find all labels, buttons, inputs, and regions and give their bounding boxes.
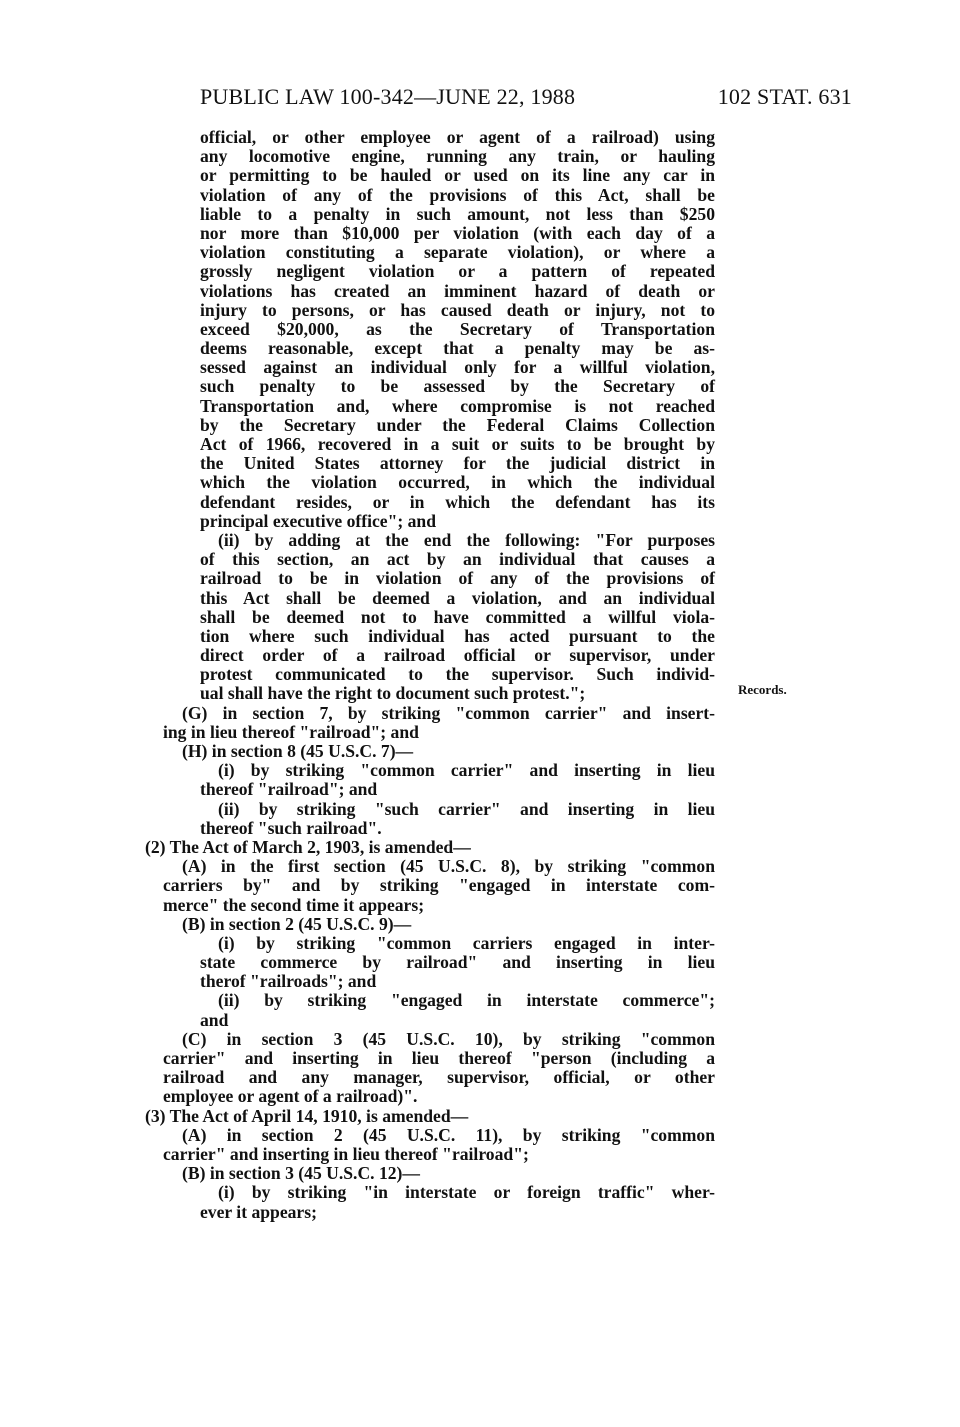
statute-body	[145, 128, 715, 1222]
text-line: (3) The Act of April 14, 1910, is amended—	[145, 1105, 469, 1126]
text-line: grossly negligent violation or a pattern of repeated	[200, 261, 715, 282]
text-line: the United States attorney for the judicial district in	[200, 453, 715, 474]
text-line: official, or other employee or agent of a railroad) using	[200, 127, 715, 147]
text-line: (A) in the first section (45 U.S.C. 8), by striking "common	[182, 856, 715, 877]
text-line: (ii) by striking "such carrier" and inserting in lieu	[218, 798, 715, 819]
text-line: state commerce by railroad" and inserting in lieu	[200, 952, 715, 973]
text-line: (i) by striking "common carrier" and inserting in lieu	[218, 760, 715, 781]
text-line: violations has created an imminent hazard of death or	[200, 280, 715, 301]
text-line: shall be deemed not to have committed a willful viola-	[200, 606, 715, 627]
text-line: ing in lieu thereof "railroad"; and	[163, 721, 419, 742]
text-line: carrier" and inserting in lieu thereof "person (including a	[163, 1048, 715, 1068]
text-line: Act of 1966, recovered in a suit or suits to be brought by	[200, 434, 715, 454]
text-line: which the violation occurred, in which the individual	[200, 472, 715, 493]
text-line: thereof "such railroad".	[200, 817, 382, 838]
text-line: violation of any of the provisions of this Act, shall be	[200, 184, 715, 205]
text-line: employee or agent of a railroad)".	[163, 1086, 418, 1107]
text-line: (H) in section 8 (45 U.S.C. 7)—	[182, 741, 414, 761]
text-line: such penalty to be assessed by the Secretary of	[200, 376, 715, 397]
text-line: (i) by striking "in interstate or foreign traffic" wher-	[218, 1182, 715, 1203]
text-line: sessed against an individual only for a willful violation,	[200, 357, 715, 378]
text-line: (B) in section 2 (45 U.S.C. 9)—	[182, 913, 412, 934]
text-line: (G) in section 7, by striking "common carrier" and insert-	[182, 702, 715, 723]
text-line: (i) by striking "common carriers engaged in inter-	[218, 932, 715, 953]
header-stat-page: 102 STAT. 631	[717, 84, 852, 109]
text-line: deems reasonable, except that a penalty may be as-	[200, 338, 715, 359]
text-line: (C) in section 3 (45 U.S.C. 10), by striking "common	[182, 1028, 715, 1049]
text-line: railroad and any manager, supervisor, official, or other	[163, 1067, 715, 1088]
text-line: of this section, an act by an individual that causes a	[200, 549, 715, 570]
header-citation: PUBLIC LAW 100-342—JUNE 22, 1988	[200, 84, 576, 109]
text-line: (ii) by adding at the end the following: "For purposes	[218, 529, 715, 550]
text-line: any locomotive engine, running any train, or hauling	[200, 146, 715, 167]
text-line: ual shall have the right to document such protest.";	[200, 683, 586, 704]
text-line: therof "railroads"; and	[200, 971, 377, 992]
text-line: by the Secretary under the Federal Claims Collection	[200, 414, 715, 435]
text-line: (B) in section 3 (45 U.S.C. 12)—	[182, 1163, 420, 1184]
text-line: carrier" and inserting in lieu thereof "railroad";	[163, 1143, 529, 1164]
text-line: or permitting to be hauled or used on its line any car in	[200, 165, 715, 186]
text-line: injury to persons, or has caused death or injury, not to	[200, 299, 715, 320]
text-line: ever it appears;	[200, 1201, 317, 1222]
text-line: carriers by" and by striking "engaged in interstate com-	[163, 875, 715, 896]
text-line: liable to a penalty in such amount, not less than $250	[200, 203, 715, 224]
text-line: tion where such individual has acted pursuant to the	[200, 625, 715, 646]
text-line: nor more than $10,000 per violation (with each day of a	[200, 222, 715, 243]
text-line: railroad to be in violation of any of the provisions of	[200, 568, 715, 589]
text-line: direct order of a railroad official or supervisor, under	[200, 645, 715, 666]
text-line: principal executive office"; and	[200, 510, 437, 531]
page-header	[200, 84, 852, 114]
margin-note: Records.	[738, 682, 787, 697]
text-line: protest communicated to the supervisor. Such individ-	[200, 664, 715, 685]
text-line: merce" the second time it appears;	[163, 894, 425, 915]
text-line: (A) in section 2 (45 U.S.C. 11), by striking "common	[182, 1124, 715, 1145]
text-line: and	[200, 1009, 229, 1030]
text-line: exceed $20,000, as the Secretary of Transportation	[200, 318, 715, 339]
text-line: thereof "railroad"; and	[200, 779, 378, 800]
text-line: (2) The Act of March 2, 1903, is amended—	[145, 836, 471, 857]
text-line: violation constituting a separate violation), or where a	[200, 242, 715, 263]
text-line: (ii) by striking "engaged in interstate commerce";	[218, 990, 715, 1011]
text-line: this Act shall be deemed a violation, and an individual	[200, 587, 715, 608]
text-line: defendant resides, or in which the defendant has its	[200, 491, 715, 512]
text-line: Transportation and, where compromise is not reached	[200, 395, 715, 416]
